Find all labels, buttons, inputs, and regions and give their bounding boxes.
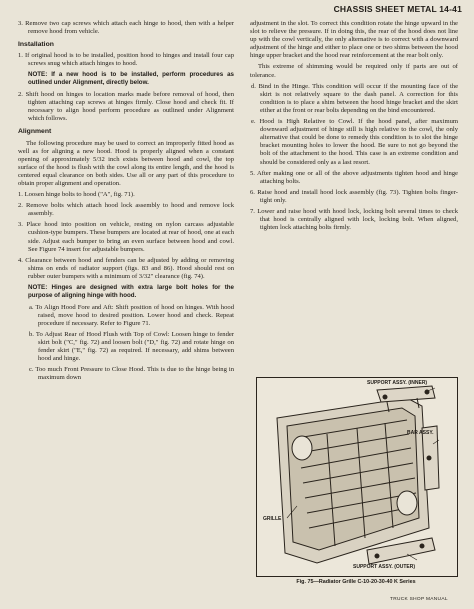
paragraph: 6. Raise hood and install hood lock assembly (fig. 73). Tighten bolts finger-tight only.	[250, 188, 458, 204]
paragraph: adjustment in the slot. To correct this condition rotate the hinge upward in the slot to relieve the pressure. If in doing this, the rear of the hood does not line up with the cowl vertically, the only alternative is to correct with a downward adjustment of the hinge and either to place one or two shims between the hood hinge upper bracket and the hood rear reinforcement at the rear bolt only.	[250, 20, 458, 60]
paragraph: 7. Lower and raise hood with hood lock, locking bolt several times to check that hood is centrally aligned with lock, locking bolt. When aligned, tighten lock attaching bolts firmly.	[250, 207, 458, 232]
paragraph: 2. Remove bolts which attach hood lock assembly to hood and remove lock assembly.	[18, 202, 234, 218]
paragraph: b. To Adjust Rear of Hood Flush with Top of Cowl: Loosen hinge to fender skirt bolt ("C," fig. 72) and loosen bolt ("D," fig. 72) and rotate hinge on fender skirt ("E," fig. 72) as required. If necessary, add shims between hood and hinge.	[29, 330, 234, 363]
paragraph: 1. If original hood is to be installed, position hood to hinges and install four cap screws snug which attach hinges to hood.	[18, 52, 234, 68]
label-support-inner: SUPPORT ASSY. (INNER)	[367, 380, 428, 386]
paragraph: e. Hood is High Relative to Cowl. If the hood panel, after maximum downward adjustment of hinge still is high relative to the cowl, the only alternative that could be done to remedy this condition is to slot the hinge bracket mounting holes to lower the hood. Be sure to not go beyond the bolt of the attachment to the hood. This case is an extreme condition and should be considered only as a last resort.	[251, 118, 458, 166]
section-heading-installation: Installation	[18, 41, 54, 49]
note: NOTE: If a new hood is to be installed, perform procedures as outlined under Alignment, directly below.	[28, 71, 234, 87]
paragraph: 3. Place hood into position on vehicle, resting on nylon carcass adjustable cushion-type bumpers. These bumpers are located at rear of hood, one at each side. Adjust each bumper to bring an even surface between hood and cowl. See Figure 74 insert for adjustable bumpers.	[18, 221, 234, 253]
paragraph: c. Too much Front Pressure to Close Hood. This is due to the hinge being in maximum down	[29, 366, 234, 382]
paragraph: This extreme of shimming would be required only if parts are out of tolerance.	[250, 63, 458, 79]
paragraph: 2. Shift hood on hinges to location marks made before removal of hood, then tighten attaching cap screws at hinges firmly. Close hood and check fit. If necessary to align hood perform procedure as outlined under Alignment which follows.	[18, 91, 234, 123]
page-header: CHASSIS SHEET METAL 14-41	[333, 4, 462, 14]
paragraph: The following procedure may be used to correct an improperly fitted hood as well as for aligning a new hood. Hood is properly aligned when a constant opening of approximately 5/32 inch exists between hood and cowl, the top surface of the hood is flush with the cowl along its entire length, and the hood is centered equal clearance on both sides. Use all or any part of this procedure to obtain proper alignment and operation.	[18, 139, 234, 187]
grille-illustration	[257, 378, 457, 576]
paragraph: 4. Clearance between hood and fenders can be adjusted by adding or removing shims on ends of radiator support (figs. 83 and 86). Hood should rest on rubber outer bumpers with a minimum of 3/32" clearance (fig. 74).	[18, 256, 234, 280]
label-bar-assy: BAR ASSY.	[407, 430, 434, 436]
paragraph: d. Bind in the Hinge. This condition will occur if the mounting face of the skirt is not relatively square to the dash panel. A correction for this condition is to place a shim between the hood hinge bracket and the skirt either at the front or rear bolts depending on the bind encountered.	[251, 82, 458, 114]
paragraph: a. To Align Hood Fore and Aft: Shift position of hood on hinges. With hood raised, move hood to desired position. Lower hood and check. Repeat procedure if necessary. Refer to Figure 71.	[29, 303, 234, 327]
section-heading-alignment: Alignment	[18, 128, 52, 136]
left-column	[18, 20, 234, 385]
note: NOTE: Hinges are designed with extra large bolt holes for the purpose of aligning hinge with hood.	[28, 284, 234, 299]
right-column	[250, 20, 458, 235]
paragraph: 3. Remove two cap screws which attach each hinge to hood, then with a helper remove hood from vehicle.	[18, 20, 234, 36]
label-grille: GRILLE	[263, 516, 282, 522]
page-footer: TRUCK SHOP MANUAL	[390, 597, 448, 602]
label-support-outer: SUPPORT ASSY. (OUTER)	[353, 564, 416, 570]
figure-radiator-grille	[256, 377, 458, 577]
paragraph: 5. After making one or all of the above adjustments tighten hood and hinge attaching bolts.	[250, 169, 458, 185]
figure-caption: Fig. 75—Radiator Grille C-10-20-30-40 K Series	[296, 579, 416, 585]
paragraph: 1. Loosen hinge bolts to hood ("A", fig. 71).	[18, 191, 135, 199]
